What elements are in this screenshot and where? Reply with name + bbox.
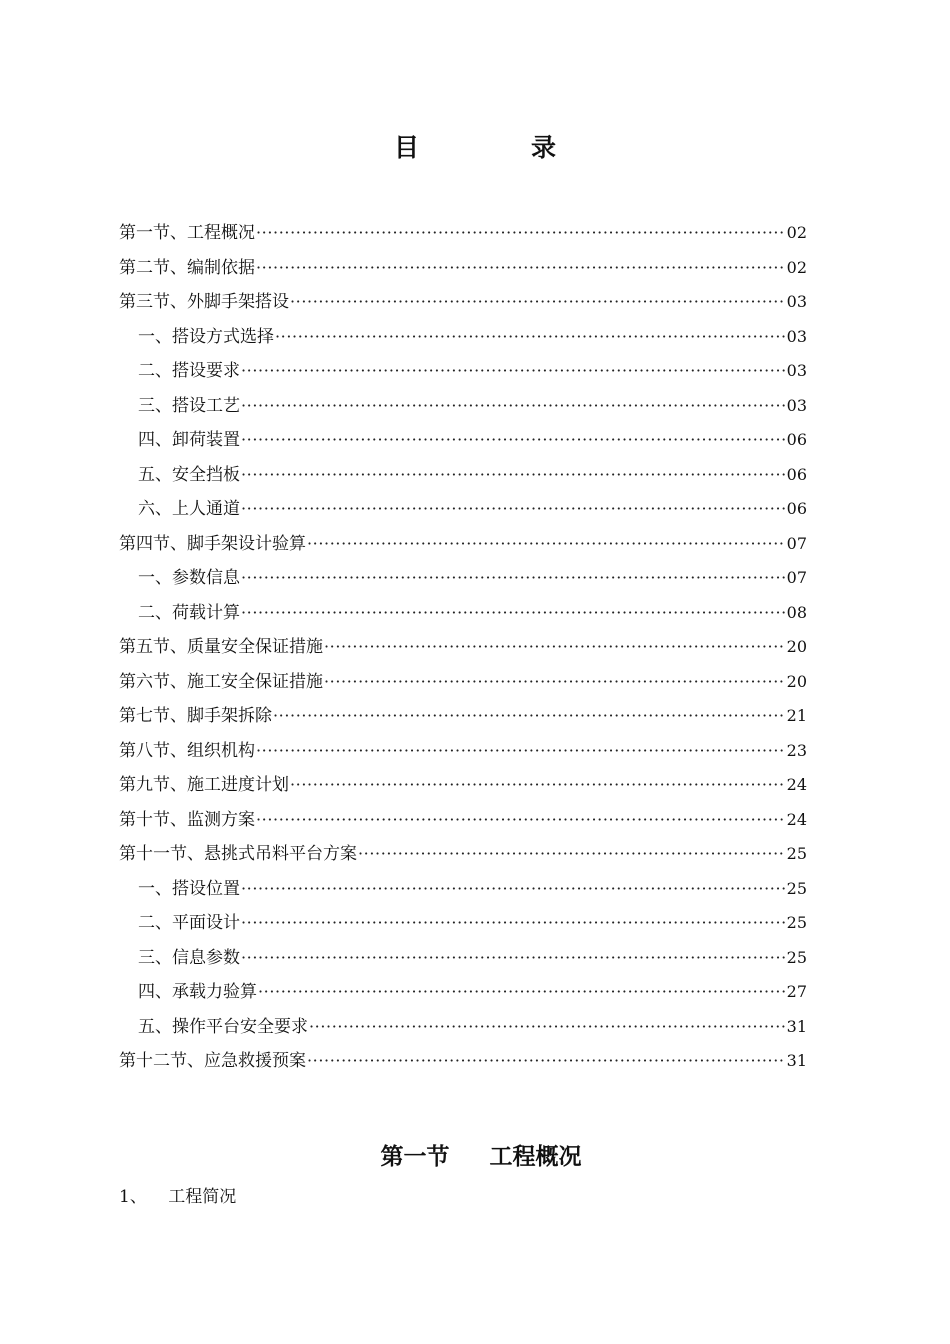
toc-entry-page: 03 (786, 361, 807, 380)
toc-entry[interactable] (119, 665, 807, 700)
toc-entry[interactable] (119, 1010, 807, 1045)
toc-entry[interactable] (119, 389, 807, 424)
toc-entry-label: 第十一节、悬挑式吊料平台方案 (119, 844, 357, 864)
toc-leader-dots (306, 527, 785, 562)
toc-leader-dots (240, 354, 785, 389)
toc-entry[interactable] (119, 251, 807, 286)
toc-leader-dots (240, 389, 785, 424)
toc-leader-dots (255, 734, 785, 769)
toc-leader-dots (257, 975, 785, 1010)
toc-leader-dots (240, 872, 785, 907)
subsection-number: 1、 (119, 1187, 147, 1207)
toc-list (119, 216, 807, 1079)
toc-entry-label: 六、上人通道 (138, 499, 240, 519)
toc-entry-label: 二、荷载计算 (138, 602, 240, 623)
toc-leader-dots (274, 320, 785, 355)
toc-title-left: 目 (393, 133, 419, 162)
toc-entry-label: 第五节、质量安全保证措施 (119, 637, 323, 657)
toc-entry-label: 三、信息参数 (138, 947, 240, 968)
toc-entry[interactable] (119, 906, 807, 941)
toc-entry-label: 第四节、脚手架设计验算 (119, 533, 306, 554)
toc-entry[interactable] (119, 458, 807, 493)
toc-entry[interactable] (119, 630, 807, 665)
toc-entry-page: 25 (786, 878, 807, 898)
toc-leader-dots (255, 216, 785, 251)
toc-leader-dots (240, 941, 785, 976)
toc-entry[interactable] (119, 872, 807, 907)
toc-entry-page: 24 (786, 775, 807, 794)
toc-entry[interactable] (119, 423, 807, 458)
subsection-title: 工程简况 (168, 1187, 237, 1207)
toc-entry-page: 03 (786, 326, 807, 346)
toc-entry-page: 20 (786, 671, 807, 691)
toc-entry[interactable] (119, 285, 807, 320)
toc-entry[interactable] (119, 768, 807, 803)
toc-entry-label: 一、参数信息 (138, 568, 240, 588)
toc-entry-label: 第一节、工程概况 (119, 223, 255, 243)
toc-entry-label: 三、搭设工艺 (138, 395, 240, 416)
toc-entry-page: 07 (786, 533, 807, 553)
toc-entry[interactable] (119, 941, 807, 976)
toc-entry[interactable] (119, 803, 807, 838)
toc-entry-page: 06 (786, 430, 807, 449)
toc-entry[interactable] (119, 596, 807, 631)
toc-entry-label: 五、操作平台安全要求 (138, 1016, 308, 1037)
section-heading (0, 1138, 950, 1171)
toc-entry-label: 四、卸荷装置 (138, 430, 240, 450)
toc-entry-page: 25 (786, 913, 807, 932)
toc-entry[interactable] (119, 216, 807, 251)
toc-entry[interactable] (119, 320, 807, 355)
toc-leader-dots (255, 251, 785, 286)
section-title: 工程概况 (489, 1143, 582, 1170)
toc-entry[interactable] (119, 975, 807, 1010)
toc-entry[interactable] (119, 561, 807, 596)
toc-entry-label: 一、搭设位置 (138, 878, 240, 899)
toc-leader-dots (289, 285, 785, 320)
toc-entry-page: 08 (786, 602, 807, 622)
toc-entry[interactable] (119, 699, 807, 734)
toc-entry[interactable] (119, 837, 807, 872)
toc-entry-label: 第三节、外脚手架搭设 (119, 292, 289, 312)
toc-entry-page: 03 (786, 292, 807, 311)
toc-entry-label: 第八节、组织机构 (119, 740, 255, 761)
toc-entry-page: 07 (786, 568, 807, 587)
toc-entry-page: 24 (786, 809, 807, 829)
toc-entry[interactable] (119, 1044, 807, 1079)
toc-leader-dots (240, 492, 785, 527)
toc-entry-page: 03 (786, 395, 807, 415)
toc-leader-dots (240, 906, 785, 941)
toc-entry-page: 06 (786, 464, 807, 484)
toc-leader-dots (323, 665, 785, 700)
toc-leader-dots (308, 1010, 785, 1045)
toc-entry-page: 31 (786, 1016, 807, 1036)
toc-entry-page: 31 (786, 1051, 807, 1070)
toc-leader-dots (240, 561, 785, 596)
toc-entry-label: 第二节、编制依据 (119, 257, 255, 278)
toc-entry-page: 20 (786, 637, 807, 656)
section-number: 第一节 (380, 1143, 450, 1170)
toc-entry-page: 23 (786, 740, 807, 760)
toc-leader-dots (289, 768, 785, 803)
toc-title (0, 128, 950, 164)
toc-entry-page: 21 (786, 706, 807, 725)
toc-entry-page: 25 (786, 947, 807, 967)
toc-leader-dots (357, 837, 785, 872)
subsection-heading (119, 1182, 236, 1207)
toc-entry-page: 02 (786, 257, 807, 277)
toc-entry-label: 第十节、监测方案 (119, 809, 255, 830)
toc-entry[interactable] (119, 492, 807, 527)
toc-entry-label: 四、承载力验算 (138, 982, 257, 1002)
toc-leader-dots (240, 458, 785, 493)
toc-leader-dots (240, 423, 785, 458)
toc-entry-page: 27 (786, 982, 807, 1001)
toc-entry-label: 第九节、施工进度计划 (119, 775, 289, 795)
toc-leader-dots (272, 699, 785, 734)
toc-entry-label: 一、搭设方式选择 (138, 326, 274, 347)
toc-entry-label: 第六节、施工安全保证措施 (119, 671, 323, 692)
toc-leader-dots (255, 803, 785, 838)
toc-entry[interactable] (119, 734, 807, 769)
toc-entry[interactable] (119, 527, 807, 562)
toc-entry-page: 25 (786, 844, 807, 863)
toc-entry-label: 第十二节、应急救援预案 (119, 1051, 306, 1071)
toc-entry-page: 02 (786, 223, 807, 242)
toc-entry[interactable] (119, 354, 807, 389)
toc-leader-dots (240, 596, 785, 631)
toc-title-right: 录 (531, 133, 557, 162)
toc-entry-label: 二、平面设计 (138, 913, 240, 933)
toc-entry-label: 二、搭设要求 (138, 361, 240, 381)
toc-leader-dots (323, 630, 785, 665)
toc-leader-dots (306, 1044, 785, 1079)
toc-entry-label: 第七节、脚手架拆除 (119, 706, 272, 726)
toc-entry-label: 五、安全挡板 (138, 464, 240, 485)
toc-entry-page: 06 (786, 499, 807, 518)
